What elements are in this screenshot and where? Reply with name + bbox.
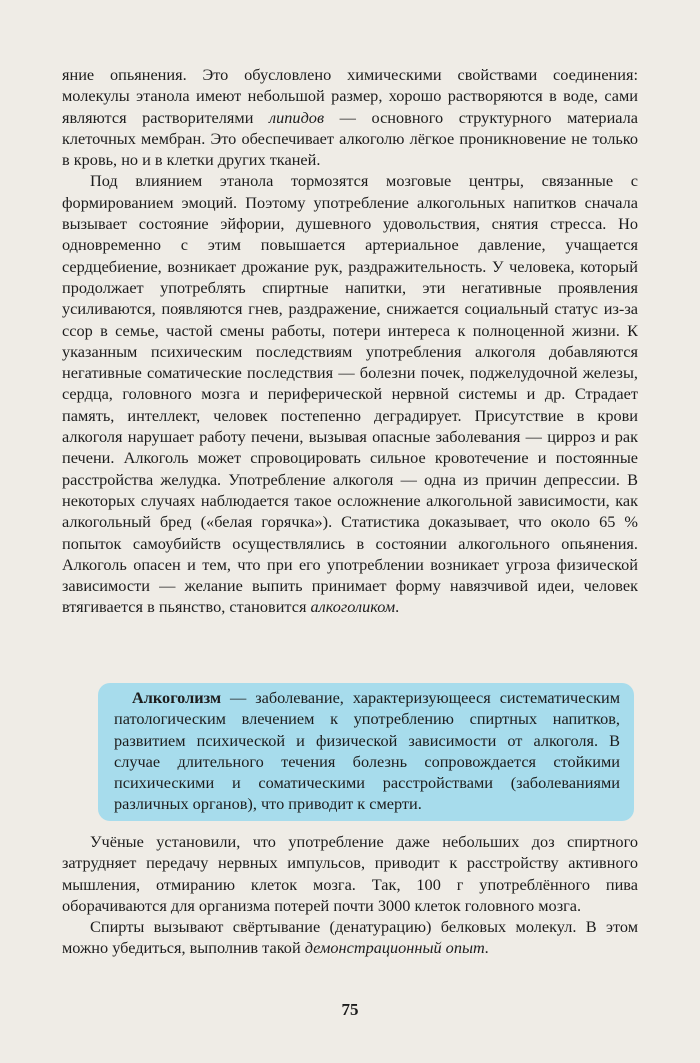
upper-text-block [62,64,638,618]
effects-text-end: . [395,597,400,617]
effects-paragraph [62,170,638,617]
lower-text-block [62,831,638,959]
intro-paragraph [62,64,638,170]
term-alcoholic: алкоголиком [310,597,396,617]
definition-text: — заболевание, характеризующееся систематическим патологическим влечением к употреблению спиртных напитков, развитием психической и физической зависимости от алкоголя. В случае длительного течения болезнь сопровождается стойкими психическими и соматическими расстройствами (заболеваниями различных органов), что приводит к смерти. [114,688,620,814]
definition-paragraph [114,687,620,815]
intro-text-end: — основного структурного материала клеточных мембран. Это обеспечивает алкоголю лёгкое проникновение не только в кровь, но и в клетки других тканей. [62,107,638,170]
spirits-text: Спирты вызывают свёртывание (денатурацию) белковых молекул. В этом можно убедиться, выполнив такой [62,917,638,958]
definition-term: Алкоголизм [132,688,222,707]
page-number: 75 [341,1000,359,1019]
intro-text-start: яние опьянения. Это обусловлено химическими свойствами соединения: молекулы этанола имеют небольшой размер, хорошо растворяются в воде, сами являются растворителями [62,65,638,127]
term-lipids: липидов [269,107,325,127]
scientists-paragraph: Учёные установили, что употребление даже небольших доз спиртного затрудняет передачу нервных импульсов, приводит к расстройству активного мышления, отмиранию клеток мозга. Так, 100 г употреблённого пива оборачиваются для организма потерей почти 3000 клеток головного мозга. [62,832,638,915]
term-demo-experiment: демонстрационный опыт. [304,938,490,958]
spirits-paragraph [62,916,638,959]
definition-box [98,683,634,821]
effects-text: Под влиянием этанола тормозятся мозговые центры, связанные с формированием эмоций. Поэтому употребление алкогольных напитков сначала вызывает состояние эйфории, душевного удовольствия, снятия стресса. Но одновременно с этим повышается артериальное давление, учащается сердцебиение, возникает дрожание рук, раздражительность. У человека, который продолжает употреблять спиртные напитки, эти негативные проявления усиливаются, появляются гнев, раздражение, снижается социальный статус из-за ссор в семье, частой смены работы, потери интереса к полноценной жизни. К указанным психическим последствиям употребления алкоголя добавляются негативные соматические последствия — болезни почек, поджелудочной железы, сердца, головного мозга и периферической нервной системы и др. Страдает память, интеллект, человек постепенно деградирует. Присутствие в крови алкоголя нарушает работу печени, вызывая опасные заболевания — цирроз и рак печени. Алкоголь может спровоцировать сильное кровотечение и постоянные расстройства желудка. Употребление алкоголя — одна из причин депрессии. В некоторых случаях наблюдается такое осложнение алкогольной зависимости, как алкогольный бред («белая горячка»). Статистика доказывает, что около 65 % попыток самоубийств осуществлялись в состоянии алкогольного опьянения. Алкоголь опасен и тем, что при его употреблении возникает угроза физической зависимости — желание выпить принимает форму навязчивой идеи, человек втягивается в пьянство, становится [62,171,638,617]
